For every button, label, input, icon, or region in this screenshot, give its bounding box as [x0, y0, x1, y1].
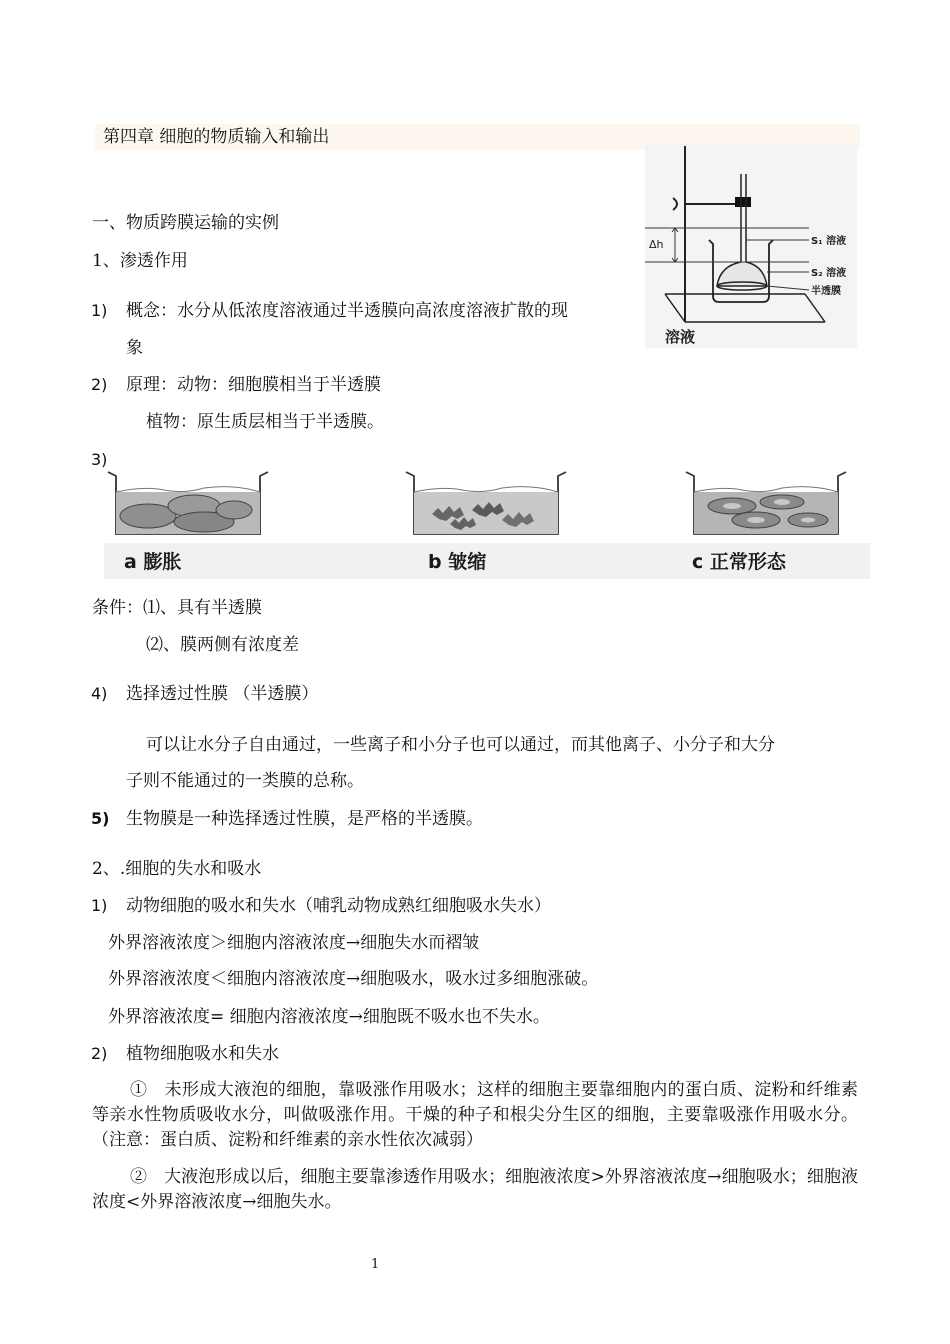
caption-a: a 膨胀 [124, 551, 182, 573]
beaker-c [686, 472, 846, 534]
biomembrane: 生物膜是一种选择透过性膜，是严格的半透膜。 [126, 809, 483, 829]
beaker-a [108, 472, 268, 534]
principle-plant: 植物：原生质层相当于半透膜。 [146, 412, 384, 432]
condition-1: 条件：⑴、具有半透膜 [92, 598, 262, 618]
section-heading-1: 一、物质跨膜运输的实例 [92, 213, 279, 233]
caption-c: c 正常形态 [692, 551, 786, 573]
dh-label: Δh [649, 238, 664, 251]
plant-paragraph-2: ② 大液泡形成以后，细胞主要靠渗透作用吸水；细胞液浓度>外界溶液浓度→细胞吸水；细胞液浓度<外界溶液浓度→细胞失水。 [92, 1167, 858, 1212]
animal-line-2: 外界溶液浓度＜细胞内溶液浓度→细胞吸水，吸水过多细胞涨破。 [108, 969, 599, 989]
s1-label: S₁ 溶液 [811, 236, 847, 247]
page-title: 第四章 细胞的物质输入和输出 [103, 127, 330, 147]
item-number-1: 1) [91, 301, 108, 320]
principle-animal: 原理：动物：细胞膜相当于半透膜 [126, 375, 381, 395]
plant-paragraph-1: ① 未形成大液泡的细胞，靠吸涨作用吸水；这样的细胞主要靠细胞内的蛋白质、淀粉和纤维素等亲水性物质吸收水分，叫做吸涨作用。干燥的种子和根尖分生区的细胞，主要靠吸涨作用吸水分。（注意：蛋白质、淀粉和纤维素的亲水性依次减弱） [92, 1080, 858, 1150]
clamp-block [735, 197, 751, 207]
animal-number: 1) [91, 896, 108, 915]
item-number-3: 3) [91, 450, 108, 469]
page-number: 1 [371, 1257, 380, 1272]
item-number-2: 2) [91, 375, 108, 394]
plant-heading: 植物细胞吸水和失水 [126, 1044, 279, 1064]
subheading-water: 2、.细胞的失水和吸水 [92, 859, 262, 879]
animal-line-1: 外界溶液浓度＞细胞内溶液浓度→细胞失水而褶皱 [108, 933, 480, 953]
item-number-5: 5) [91, 809, 110, 828]
item-number-4: 4) [91, 684, 108, 703]
condition-2: ⑵、膜两侧有浓度差 [146, 635, 299, 655]
subheading-osmosis: 1、渗透作用 [92, 251, 188, 271]
caption-b: b 皱缩 [428, 551, 487, 573]
plant-number: 2) [91, 1044, 108, 1063]
selective-desc-2: 子则不能通过的一类膜的总称。 [126, 771, 364, 791]
solution-label: 溶液 [665, 328, 696, 346]
s2-label: S₂ 溶液 [811, 268, 847, 279]
selective-desc-1: 可以让水分子自由通过，一些离子和小分子也可以通过，而其他离子、小分子和大分 [146, 735, 775, 755]
selective-membrane: 选择透过性膜 （半透膜） [126, 684, 319, 704]
membrane-label: 半透膜 [811, 286, 841, 297]
animal-heading: 动物细胞的吸水和失水（哺乳动物成熟红细胞吸水失水） [126, 896, 551, 916]
concept-line-1: 概念：水分从低浓度溶液通过半透膜向高浓度溶液扩散的现 [126, 301, 568, 321]
beakers-figure [104, 466, 870, 544]
beaker-b [406, 472, 566, 534]
osmometer-figure [645, 144, 857, 348]
animal-line-3: 外界溶液浓度= 细胞内溶液浓度→细胞既不吸水也不失水。 [108, 1007, 550, 1027]
concept-line-2: 象 [126, 338, 143, 358]
